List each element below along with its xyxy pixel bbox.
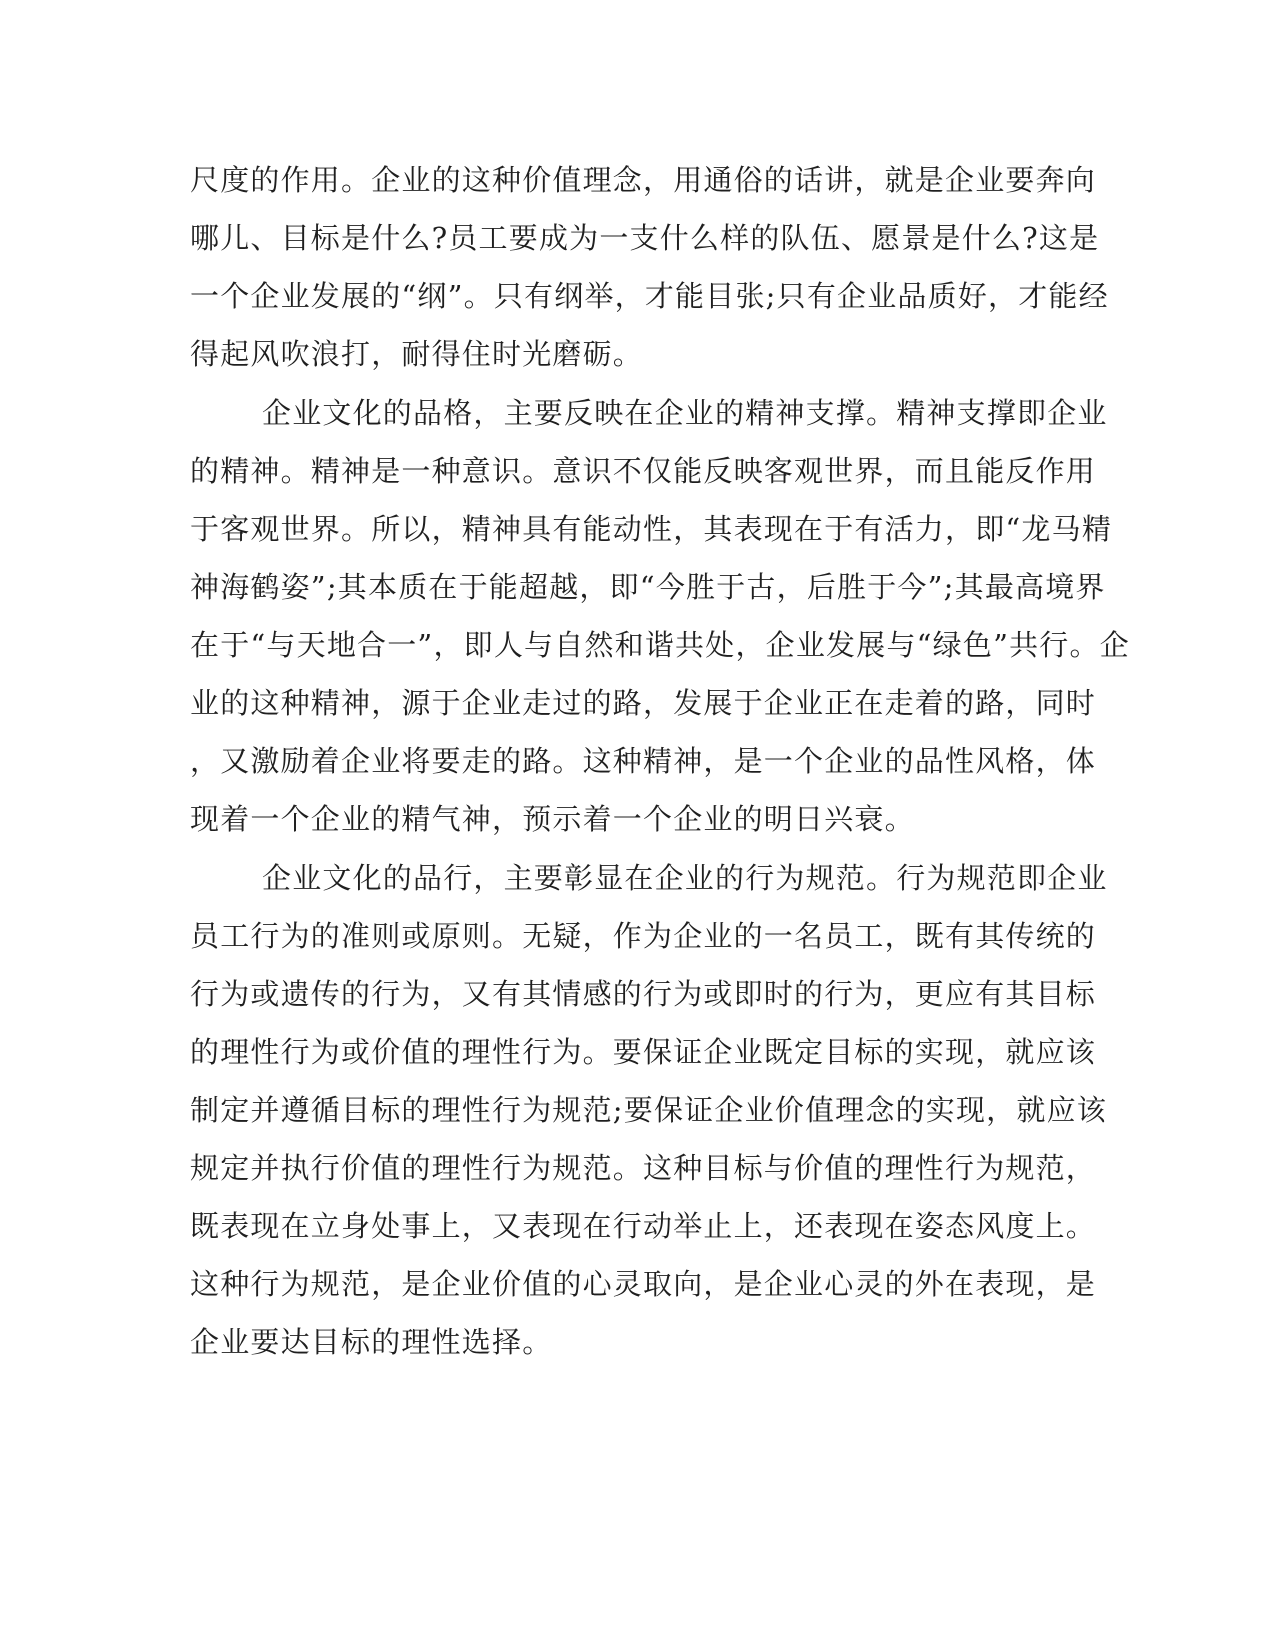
paragraph-first-line: 企业文化的品行，主要彰显在企业的行为规范。行为规范即企业 <box>262 861 1108 895</box>
text-line: 业的这种精神，源于企业走过的路，发展于企业正在走着的路，同时 <box>190 686 1097 720</box>
text-line: 得起风吹浪打，耐得住时光磨砺。 <box>190 337 644 371</box>
text-line: 员工行为的准则或原则。无疑，作为企业的一名员工，既有其传统的 <box>190 919 1097 953</box>
text-line: 一个企业发展的“纲”。只有纲举，才能目张;只有企业品质好，才能经 <box>190 279 1109 313</box>
text-line: 既表现在立身处事上，又表现在行动举止上，还表现在姿态风度上。 <box>190 1209 1097 1243</box>
text-line: 神海鹤姿”;其本质在于能超越，即“今胜于古，后胜于今”;其最高境界 <box>190 570 1106 604</box>
text-line: 的精神。精神是一种意识。意识不仅能反映客观世界，而且能反作用 <box>190 454 1097 488</box>
text-line: 企业要达目标的理性选择。 <box>190 1325 553 1359</box>
text-line: 的理性行为或价值的理性行为。要保证企业既定目标的实现，就应该 <box>190 1035 1097 1069</box>
text-line: 现着一个企业的精气神，预示着一个企业的明日兴衰。 <box>190 802 915 836</box>
text-line: 尺度的作用。企业的这种价值理念，用通俗的话讲，就是企业要奔向 <box>190 163 1097 197</box>
text-line: ，又激励着企业将要走的路。这种精神，是一个企业的品性风格，体 <box>190 744 1097 778</box>
text-line: 哪儿、目标是什么?员工要成为一支什么样的队伍、愿景是什么?这是 <box>190 221 1100 255</box>
text-line: 在于“与天地合一”，即人与自然和谐共处，企业发展与“绿色”共行。企 <box>190 628 1130 662</box>
text-line: 于客观世界。所以，精神具有能动性，其表现在于有活力，即“龙马精 <box>190 512 1113 546</box>
text-line: 规定并执行价值的理性行为规范。这种目标与价值的理性行为规范， <box>190 1151 1097 1185</box>
text-line: 这种行为规范，是企业价值的心灵取向，是企业心灵的外在表现，是 <box>190 1267 1097 1301</box>
text-line: 制定并遵循目标的理性行为规范;要保证企业价值理念的实现，就应该 <box>190 1093 1107 1127</box>
paragraph-first-line: 企业文化的品格，主要反映在企业的精神支撑。精神支撑即企业 <box>262 396 1108 430</box>
text-line: 行为或遗传的行为，又有其情感的行为或即时的行为，更应有其目标 <box>190 977 1097 1011</box>
